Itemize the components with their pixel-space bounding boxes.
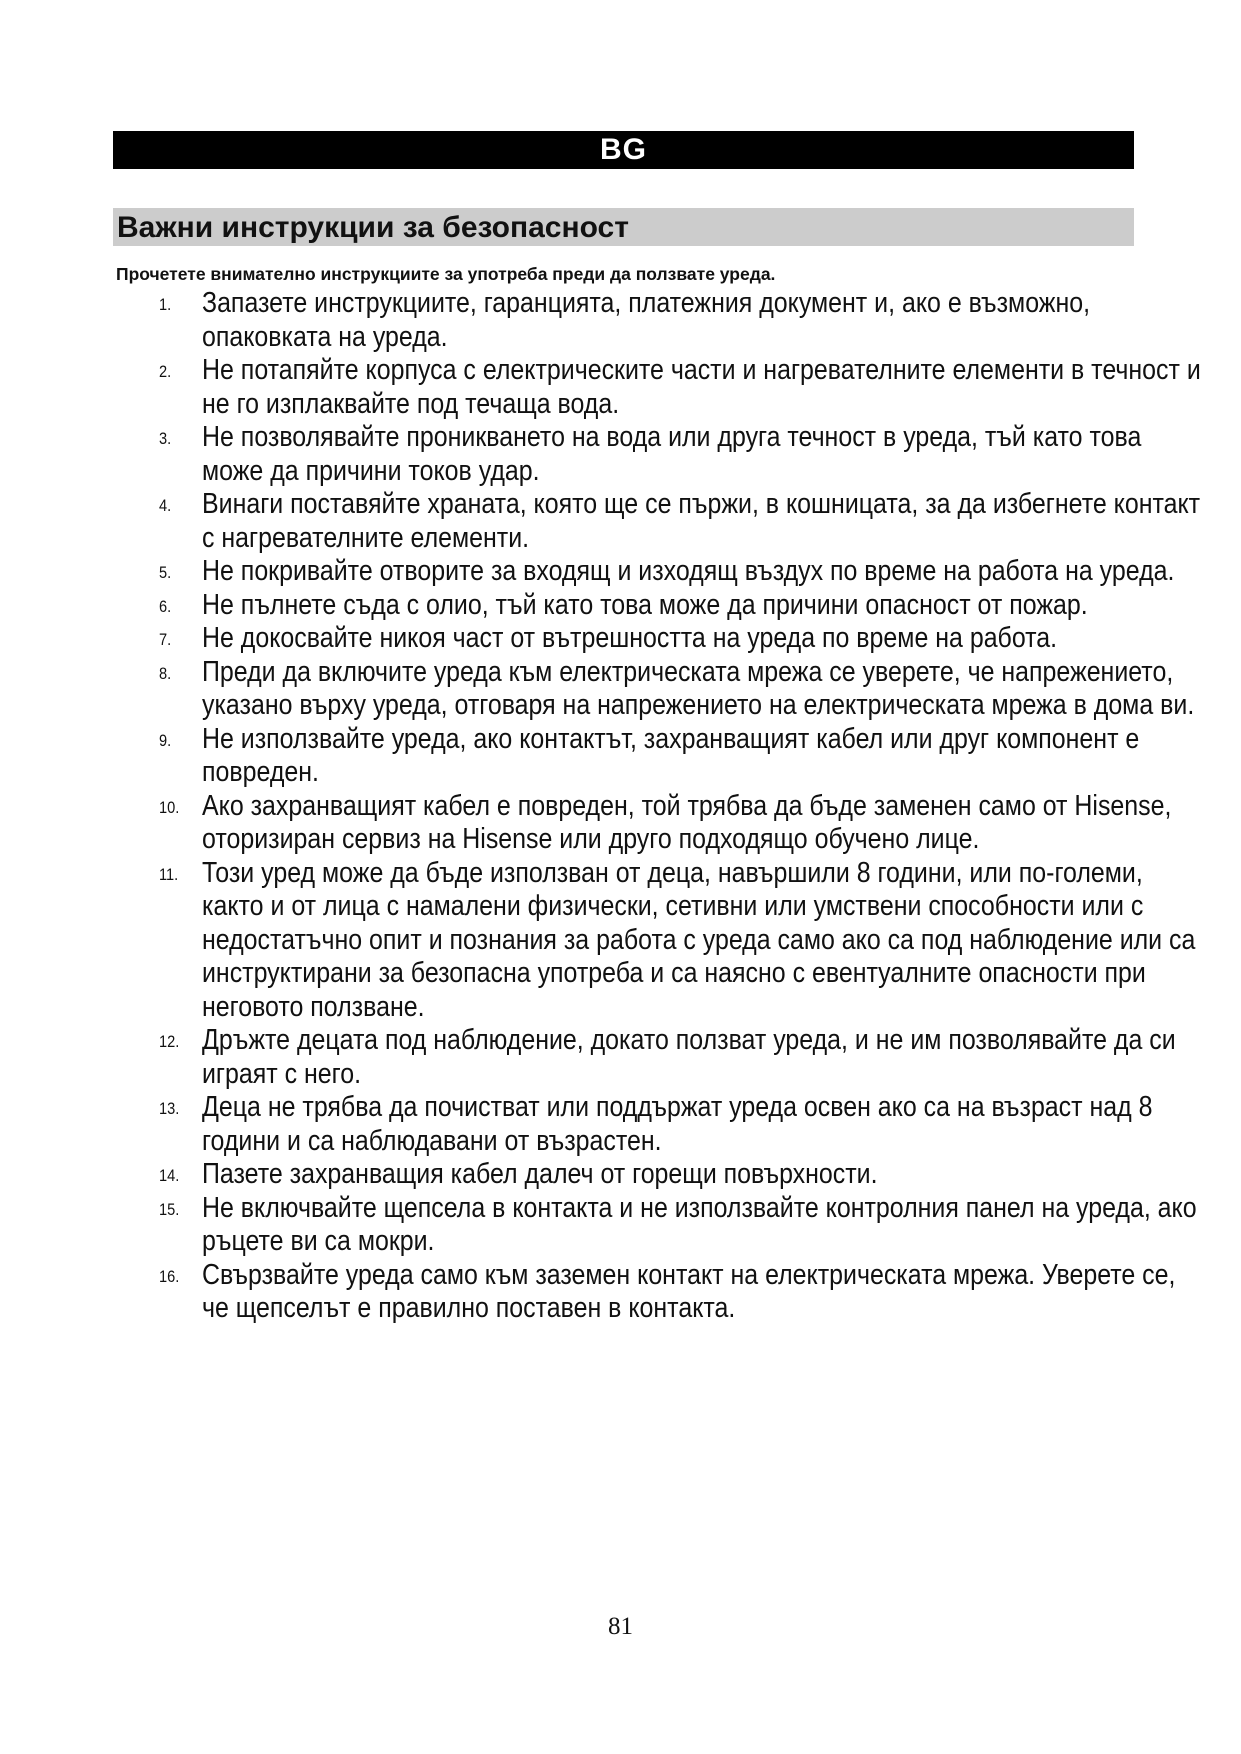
- instruction-item-9: [116, 723, 1208, 790]
- instruction-text: Не позволявайте проникването на вода или друга течност в уреда, тъй като това може да причини токов удар.: [202, 421, 1142, 487]
- instruction-item-13: [116, 1091, 1208, 1158]
- instruction-item-1: [116, 287, 1208, 354]
- instruction-number: 5.: [159, 563, 172, 582]
- instruction-text: Дръжте децата под наблюдение, докато ползват уреда, и не им позволявайте да си играят с него.: [202, 1024, 1176, 1090]
- instruction-item-16: [116, 1259, 1208, 1326]
- instruction-number: 15.: [159, 1199, 180, 1219]
- instruction-number: 4.: [159, 496, 172, 515]
- instruction-number: 13.: [159, 1099, 180, 1118]
- instruction-item-14: [116, 1158, 1208, 1192]
- instruction-text: Преди да включите уреда към електрическата мрежа се уверете, че напрежението, указано върху уреда, отговаря на напрежението на електрическата мрежа в дома ви.: [202, 655, 1195, 721]
- instruction-number: 9.: [159, 730, 172, 750]
- instruction-text: Свързвайте уреда само към заземен контакт на електрическата мрежа. Уверете се, че щепселът е правилно поставен в контакта.: [202, 1258, 1176, 1324]
- instruction-text: Пазете захранващия кабел далеч от горещи повърхности.: [202, 1158, 878, 1190]
- instruction-number: 11.: [159, 864, 179, 884]
- instruction-item-4: [116, 488, 1208, 555]
- instruction-text: Този уред може да бъде използван от деца, навършили 8 години, или по-големи, както и от лица с намалени физически, сетивни или умствени способности или с недостатъчно опит и познания за работа с уреда само ако са под наблюдение или са инструктирани за безопасна употреба и са наясно с евентуалните опасности при неговото ползване.: [202, 856, 1196, 1023]
- instruction-item-7: [116, 622, 1208, 656]
- instruction-item-10: [116, 790, 1208, 857]
- instruction-text: Ако захранващият кабел е повреден, той трябва да бъде заменен само от Hisense, оторизиран сервиз на Hisense или друго подходящо обучено лице.: [202, 789, 1172, 855]
- language-code: BG: [600, 133, 647, 166]
- instruction-text: Деца не трябва да почистват или поддържат уреда освен ако са на възраст над 8 години и са наблюдавани от възрастен.: [202, 1091, 1153, 1157]
- instruction-text: Не включвайте щепсела в контакта и не използвайте контролния панел на уреда, ако ръцете ви са мокри.: [202, 1191, 1197, 1257]
- instruction-number: 6.: [159, 596, 172, 616]
- instruction-item-3: [116, 421, 1208, 488]
- instruction-number: 8.: [159, 663, 172, 683]
- intro-text: Прочетете внимателно инструкциите за употреба преди да ползвате уреда.: [116, 264, 776, 284]
- instruction-number: 3.: [159, 429, 172, 448]
- safety-instructions-list: [116, 287, 1201, 1326]
- instruction-number: 1.: [159, 295, 172, 314]
- instruction-item-12: [116, 1024, 1208, 1091]
- language-header-bar: [113, 131, 1134, 169]
- instruction-item-2: [116, 354, 1208, 421]
- instruction-text: Не използвайте уреда, ако контактът, захранващият кабел или друг компонент е повреден.: [202, 722, 1140, 788]
- instruction-number: 2.: [159, 362, 172, 381]
- instruction-number: 12.: [159, 1032, 180, 1051]
- instruction-number: 16.: [159, 1266, 180, 1286]
- instruction-text: Не покривайте отворите за входящ и изходящ въздух по време на работа на уреда.: [202, 555, 1175, 587]
- instruction-text: Не пълнете съда с олио, тъй като това може да причини опасност от пожар.: [202, 588, 1088, 621]
- instruction-item-6: [116, 589, 1208, 623]
- instruction-item-5: [116, 555, 1208, 589]
- instruction-item-15: [116, 1192, 1208, 1259]
- instruction-text: Не докосвайте никоя част от вътрешността на уреда по време на работа.: [202, 622, 1058, 654]
- instruction-number: 10.: [159, 797, 180, 817]
- instruction-item-11: [116, 857, 1208, 1025]
- instruction-number: 14.: [159, 1166, 180, 1185]
- instruction-number: 7.: [159, 630, 172, 649]
- instruction-text: Не потапяйте корпуса с електрическите части и нагревателните елементи в течност и не го изплаквайте под течаща вода.: [202, 354, 1201, 420]
- instruction-text: Запазете инструкциите, гаранцията, платежния документ и, ако е възможно, опаковката на уреда.: [202, 287, 1091, 353]
- section-title: Важни инструкции за безопасност: [113, 208, 1134, 246]
- instruction-item-8: [116, 656, 1208, 723]
- instruction-text: Винаги поставяйте храната, която ще се пържи, в кошницата, за да избегнете контакт с нагревателните елементи.: [202, 488, 1201, 554]
- page-number: 81: [608, 1613, 633, 1640]
